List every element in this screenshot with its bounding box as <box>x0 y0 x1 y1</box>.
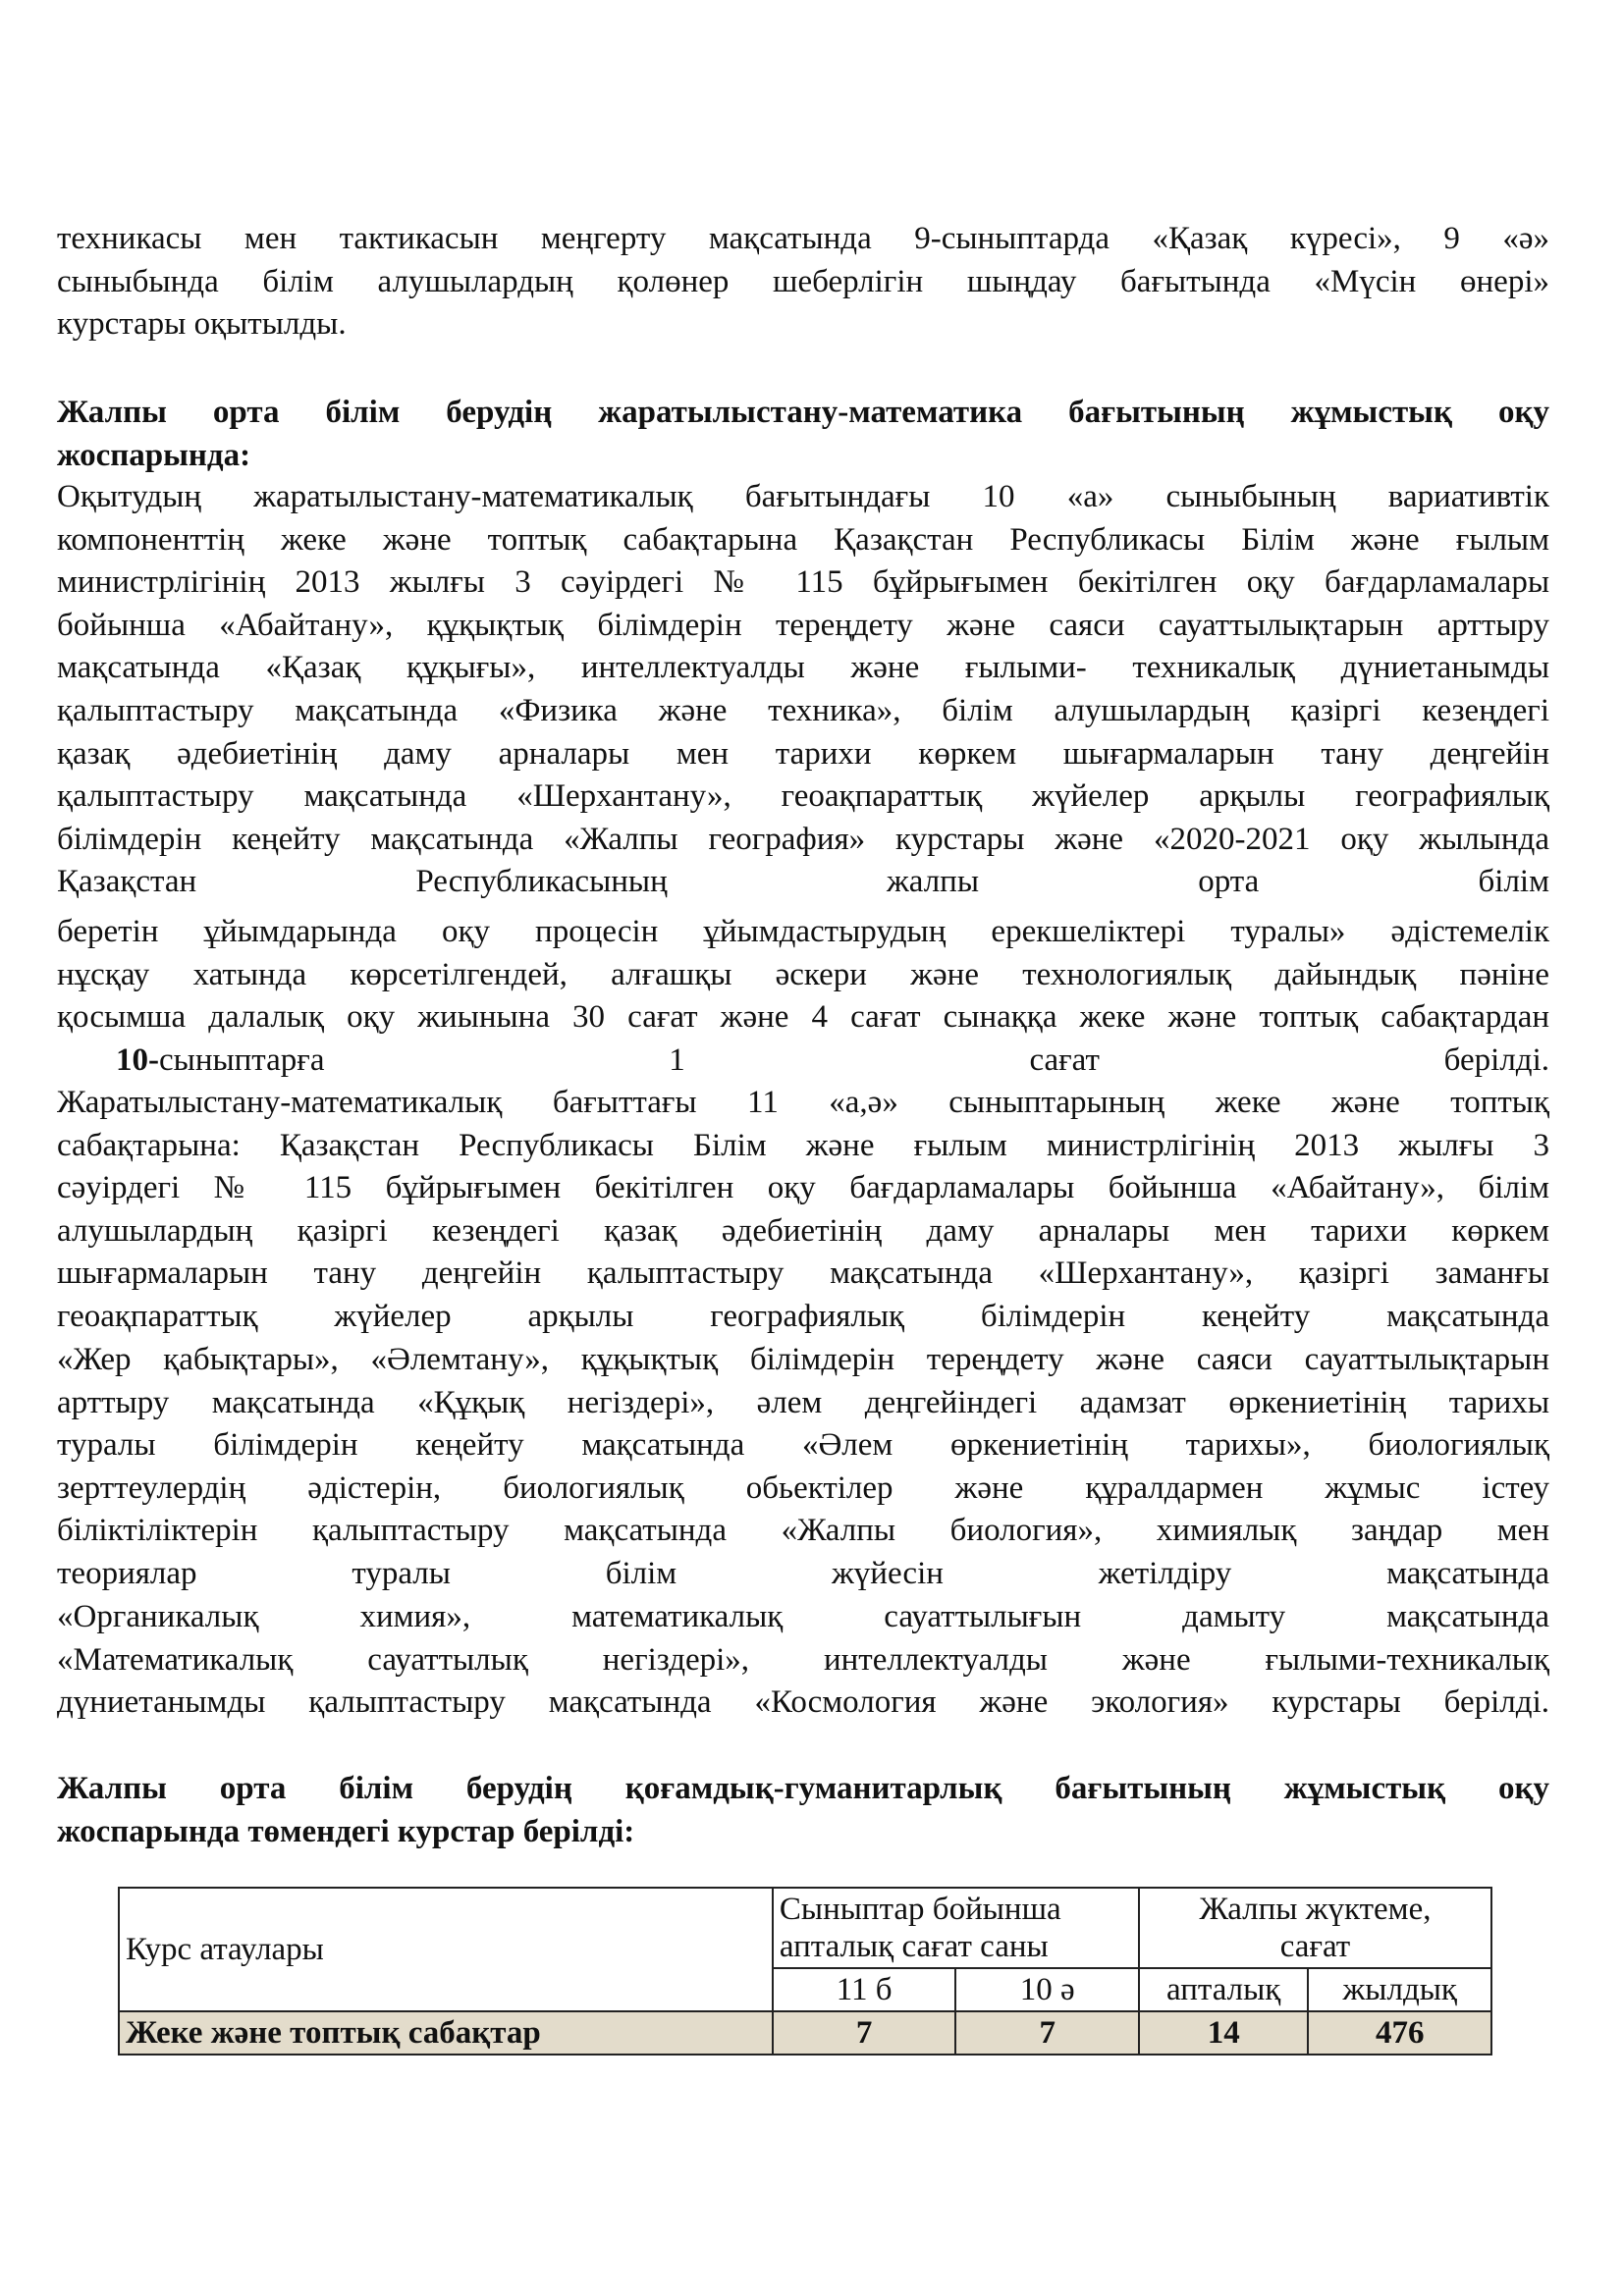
weekly-total-cell: 14 <box>1139 2011 1308 2055</box>
text-line: «Органикалық химия», математикалық сауаттылығын дамыту мақсатында <box>57 1599 1549 1634</box>
text-line: техникасы мен тактикасын меңгерту мақсатында 9-сыныптарда «Қазақ күресі», 9 «ә» <box>57 221 1549 256</box>
header-weekly-hours-by-class <box>773 1888 1139 1968</box>
text-line: сабақтарына: Қазақстан Республикасы Білім және ғылым министрлігінің 2013 жылғы 3 <box>57 1127 1549 1163</box>
intro-paragraph <box>57 218 1549 347</box>
text-line: арттыру мақсатында «Құқық негіздері», әлем деңгейіндегі адамзат өркениетінің тарихы <box>57 1384 1549 1420</box>
heading-line: Жалпы орта білім берудің қоғамдық-гуманитарлық бағытының жұмыстық оқу <box>57 1771 1549 1806</box>
text-line: мақсатында «Қазақ құқығы», интеллектуалды және ғылыми- техникалық дүниетанымды <box>57 650 1549 686</box>
text-line: теориялар туралы білім жүйесін жетілдіру мақсатында <box>57 1555 1549 1591</box>
heading-line: жоспарында төмендегі курстар берілді: <box>57 1814 635 1849</box>
paragraph-final-courses <box>57 1596 1549 1725</box>
section-heading-humanities <box>57 1767 1549 1853</box>
text-line <box>57 1040 1549 1083</box>
header-line: Сыныптар бойынша <box>779 1892 1061 1927</box>
course-name-cell: Жеке және топтық сабақтар <box>119 2011 773 2055</box>
table-header-row <box>119 1888 1491 1968</box>
text-line: компоненттің жеке және топтық сабақтарына Қазақстан Республикасы Білім және ғылым <box>57 521 1549 558</box>
text-line: сәуірдегі № 115 бұйрығымен бекітілген оқу бағдарламалары бойынша «Абайтану», білім <box>57 1170 1549 1206</box>
heading-line: Жалпы орта білім берудің жаратылыстану-математика бағытының жұмыстық оқу <box>57 395 1549 430</box>
grade-text: сыныптарға 1 сағат берілді. <box>159 1041 1549 1078</box>
text-line: Оқытудың жаратылыстану-математикалық бағытындағы 10 «а» сыныбының вариативтік <box>57 479 1549 514</box>
text-line: шығармаларын тану деңгейін қалыптастыру мақсатында «Шерхантану», қазіргі заманғы <box>57 1255 1549 1292</box>
yearly-total-cell: 476 <box>1308 2011 1491 2055</box>
text-line: Жаратылыстану-математикалық бағыттағы 11 «а,ә» сыныптарының жеке және топтық <box>57 1085 1549 1120</box>
hours-11b-cell: 7 <box>773 2011 956 2055</box>
text-line: курстары оқытылды. <box>57 306 347 343</box>
text-line: біліктіліктерін қалыптастыру мақсатында «Жалпы биология», химиялық заңдар мен <box>57 1513 1549 1549</box>
text-line: қалыптастыру мақсатында «Шерхантану», геоақпараттық жүйелер арқылы географиялық <box>57 778 1549 815</box>
header-line: сағат <box>1279 1929 1351 1964</box>
text-line: қазақ әдебиетінің даму арналары мен тарихи көркем шығармаларын тану деңгейін <box>57 735 1549 772</box>
text-line: бойынша «Абайтану», құқықтық білімдерін тереңдету және саяси сауаттылықтарын арттыру <box>57 607 1549 643</box>
text-line: министрлігінің 2013 жылғы 3 сәуірдегі № 115 бұйрығымен бекітілген оқу бағдарламалары <box>57 564 1549 601</box>
paragraph-methodology <box>57 911 1549 1082</box>
text-line: туралы білімдерін кеңейту мақсатында «Әлем өркениетінің тарихы», биологиялық <box>57 1427 1549 1464</box>
text-line: «Математикалық сауаттылық негіздері», интеллектуалды және ғылыми-техникалық <box>57 1641 1549 1678</box>
header-weekly: апталық <box>1139 1968 1308 2011</box>
heading-line: жоспарында: <box>57 438 251 473</box>
course-table <box>118 1887 1492 2056</box>
paragraph-10a <box>57 476 1549 904</box>
grade-label: 10- <box>116 1041 159 1078</box>
text-line: «Жер қабықтары», «Әлемтану», құқықтық білімдерін тереңдету және саяси сауаттылықтарын <box>57 1342 1549 1377</box>
hours-10ae-cell: 7 <box>955 2011 1139 2055</box>
text-line: Қазақстан Республикасының жалпы орта білім <box>57 864 1549 900</box>
text-line: сыныбында білім алушылардың қолөнер шеберлігін шыңдау бағытында «Мүсін өнері» <box>57 263 1549 299</box>
header-total-load <box>1139 1888 1491 1968</box>
text-line: нұсқау хатында көрсетілгендей, алғашқы әскери және технологиялық дайындық пәніне <box>57 956 1549 992</box>
text-line: білімдерін кеңейту мақсатында «Жалпы география» курстары және «2020-2021 оқу жылында <box>57 821 1549 857</box>
header-11b: 11 б <box>773 1968 956 2011</box>
paragraph-courses <box>57 1339 1549 1596</box>
header-line: апталық сағат саны <box>779 1929 1049 1964</box>
header-line: Жалпы жүктеме, <box>1199 1892 1432 1927</box>
header-10ae: 10 ә <box>955 1968 1139 2011</box>
text-line: зерттеулердің әдістерін, биологиялық обьектілер және құралдармен жұмыс істеу <box>57 1469 1549 1506</box>
text-line: алушылардың қазіргі кезеңдегі қазақ әдебиетінің даму арналары мен тарихи көркем <box>57 1212 1549 1249</box>
header-yearly: жылдық <box>1308 1968 1491 2011</box>
table-row <box>119 2011 1491 2055</box>
text-line: қосымша далалық оқу жиынына 30 сағат және 4 сағат сынаққа жеке және топтық сабақтардан <box>57 999 1549 1036</box>
paragraph-11ae <box>57 1082 1549 1339</box>
text-line: дүниетанымды қалыптастыру мақсатында «Космология және экология» курстары берілді. <box>57 1684 1549 1721</box>
text-line: қалыптастыру мақсатында «Физика және техника», білім алушылардың қазіргі кезеңдегі <box>57 692 1549 728</box>
section-heading-natural-math <box>57 391 1549 477</box>
text-line: беретін ұйымдарында оқу процесін ұйымдастырудың ерекшеліктері туралы» әдістемелік <box>57 914 1549 949</box>
text-line: геоақпараттық жүйелер арқылы географиялық білімдерін кеңейту мақсатында <box>57 1298 1549 1334</box>
header-course-names: Курс атаулары <box>119 1888 773 2011</box>
